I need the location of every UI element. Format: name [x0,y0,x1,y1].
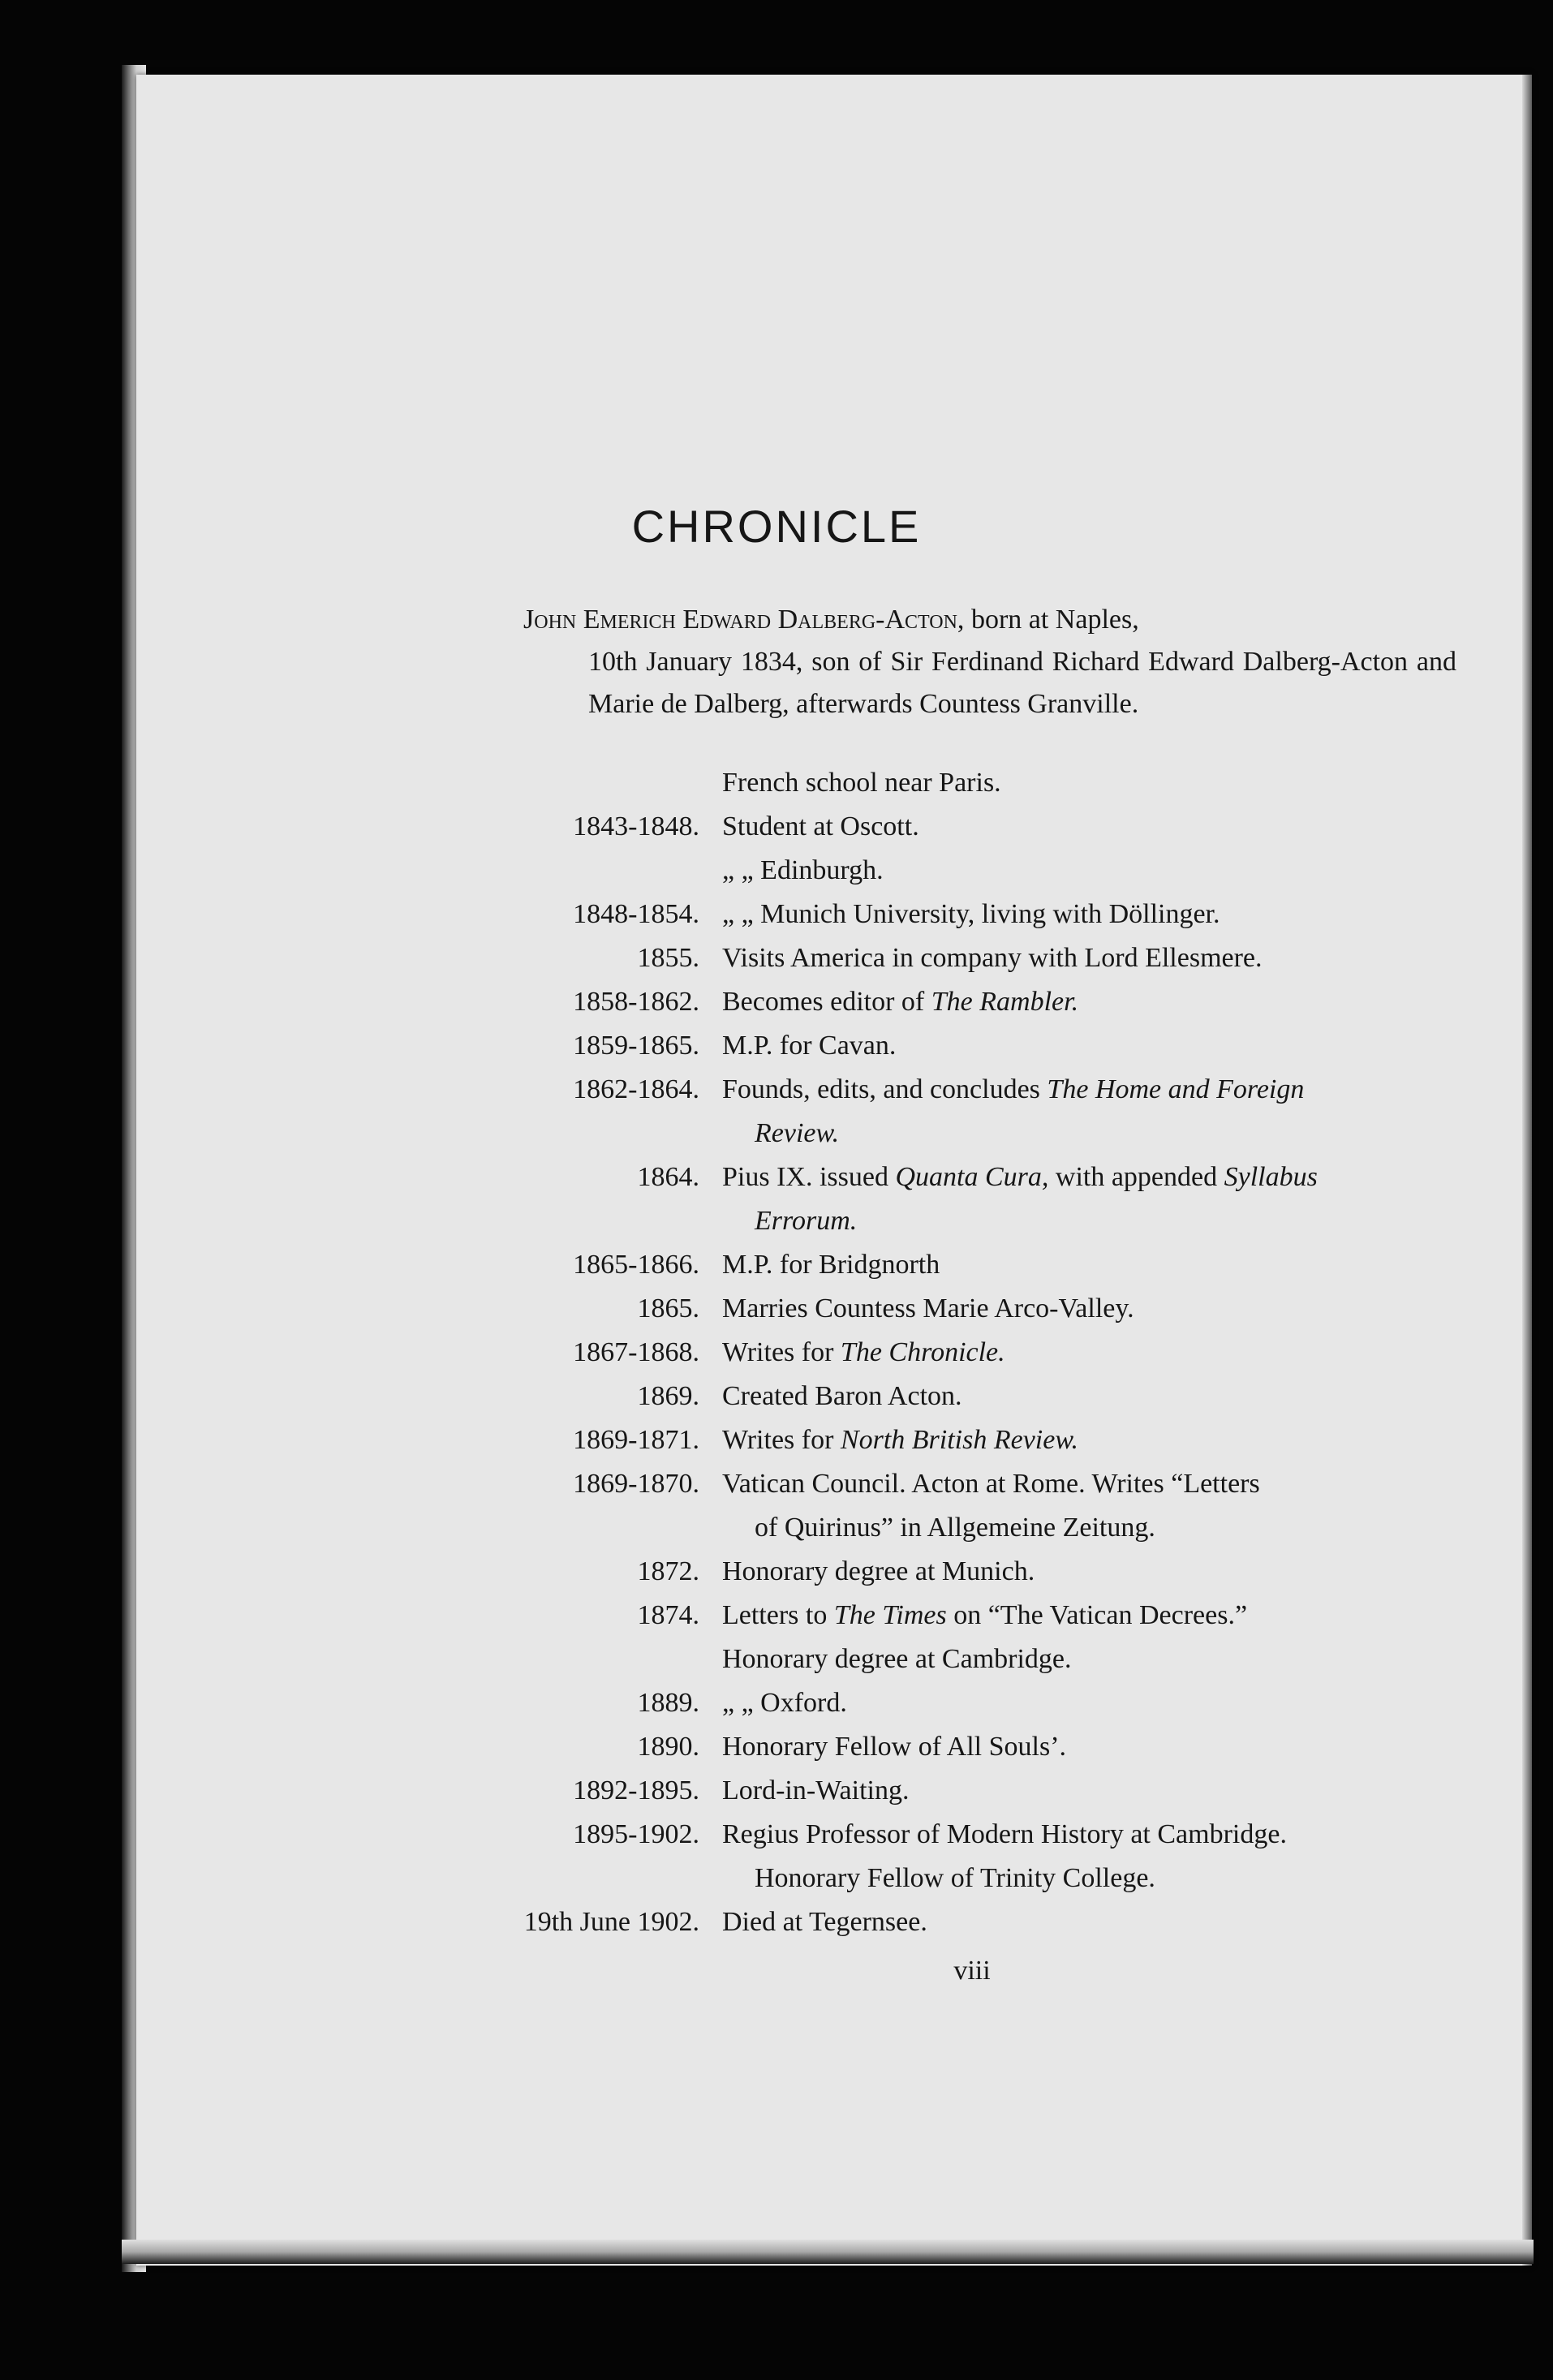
entry-date: 1858-1862. [573,987,699,1017]
entry-date: 1867-1868. [573,1337,699,1367]
entry-text [722,936,1452,980]
entry-it: The Home and Foreign [1047,1074,1305,1104]
chronicle-entry [519,980,1452,1024]
entry-text [722,849,1452,893]
chronicle-entry [519,1725,1452,1769]
page-title: CHRONICLE [631,501,922,552]
entry-text [722,1725,1452,1769]
entry-text [722,980,1452,1024]
entry-date: 1855. [637,943,699,973]
entry-date: 1862-1864. [573,1074,699,1104]
chronicle-entry [519,1594,1452,1638]
entry-text [722,1243,1452,1287]
chronicle-entry [519,1024,1452,1068]
subject-name: John Emerich Edward Dalberg-Acton, [523,605,965,635]
entry-date: 1874. [637,1600,699,1630]
entry-text [722,1681,1452,1725]
intro-lead: born at Naples, [970,605,1139,635]
entry-pre: „ „ Munich University, living with Döllinger. [722,899,1220,929]
entry-date: 1848-1854. [573,899,699,929]
entry-text [722,1375,1452,1418]
entry-it2: Syllabus [1224,1162,1318,1192]
entry-pre: Writes for [722,1425,841,1455]
entry-pre: Lord-in-Waiting. [722,1775,910,1805]
entry-pre: Becomes editor of [722,987,931,1017]
entry-text [722,1068,1452,1156]
entry-pre: Student at Oscott. [722,811,919,841]
entry-text [722,1024,1452,1068]
chronicle-entry [519,1769,1452,1813]
page-right-edge [1522,75,1532,2266]
entry-it: Quanta Cura, [895,1162,1049,1192]
entry-it: The Rambler. [931,987,1079,1017]
chronicle-entry [519,893,1452,936]
chronicle-entry [519,1550,1452,1594]
chronicle-entry [519,1287,1452,1331]
entry-continuation: Errorum. [755,1206,858,1236]
entry-pre: Honorary degree at Munich. [722,1556,1035,1586]
entry-date: 1889. [637,1688,699,1718]
entry-pre: Regius Professor of Modern History at Cambridge. [722,1819,1287,1849]
entry-continuation: Review. [755,1118,840,1148]
entry-continuation: Honorary Fellow of Trinity College. [755,1863,1155,1893]
entry-text [722,1331,1452,1375]
intro-first-line [523,599,1456,641]
entry-date: 1865-1866. [573,1250,699,1280]
entry-it: The Chronicle. [840,1337,1005,1367]
entry-text [722,1418,1452,1462]
entry-text [722,893,1452,936]
chronicle-entry [519,1243,1452,1287]
chronicle-entry [519,1638,1452,1681]
entry-continuation: of Quirinus” in Allgemeine Zeitung. [755,1513,1155,1543]
entry-post: with appended [1048,1162,1224,1192]
entry-text [722,1156,1452,1243]
entry-text [722,761,1452,805]
entry-pre: Pius IX. issued [722,1162,896,1192]
entry-pre: M.P. for Bridgnorth [722,1250,940,1280]
entry-pre: Honorary Fellow of All Souls’. [722,1732,1067,1762]
entry-date [519,1638,722,1681]
entry-it: North British Review. [840,1425,1078,1455]
entry-date: 1892-1895. [573,1775,699,1805]
entry-text [722,1900,1452,1944]
entry-pre: French school near Paris. [722,768,1001,798]
entry-date: 19th June 1902. [523,1907,699,1937]
chronicle-entry [519,1813,1452,1900]
entry-text [722,805,1452,849]
entry-date [519,761,722,805]
entry-date: 1865. [637,1293,699,1323]
entry-date: 1872. [637,1556,699,1586]
chronicle-entry [519,849,1452,893]
page-bottom-edge [122,2240,1534,2264]
chronicle-entry [519,761,1452,805]
entry-pre: M.P. for Cavan. [722,1031,897,1061]
intro-paragraph [523,599,1456,725]
intro-rest: 10th January 1834, son of Sir Ferdinand Richard Edward Dalberg-Acton and Marie de Dalberg, afterwards Countess Granville. [588,647,1456,719]
entry-pre: Letters to [722,1600,834,1630]
entry-date: 1859-1865. [573,1031,699,1061]
entry-pre: „ „ Oxford. [722,1688,847,1718]
entry-text [722,1462,1452,1550]
entry-pre: Marries Countess Marie Arco-Valley. [722,1293,1134,1323]
entry-date: 1869-1870. [573,1469,699,1499]
entry-text [722,1769,1452,1813]
page-number: viii [953,1956,991,1986]
entry-post: on “The Vatican Decrees.” [946,1600,1248,1630]
entry-text [722,1594,1452,1638]
chronicle-entry [519,1462,1452,1550]
chronicle-entry [519,1068,1452,1156]
entry-pre: Vatican Council. Acton at Rome. Writes “Letters [722,1469,1260,1499]
entry-text [722,1813,1452,1900]
entry-date: 1864. [637,1162,699,1192]
chronicle-entry [519,805,1452,849]
chronicle-entry [519,1331,1452,1375]
entry-text [722,1550,1452,1594]
entry-pre: „ „ Edinburgh. [722,855,884,885]
entry-text [722,1638,1452,1681]
entry-text [722,1287,1452,1331]
entry-pre: Founds, edits, and concludes [722,1074,1048,1104]
chronicle-entry [519,1900,1452,1944]
entry-it: The Times [833,1600,947,1630]
entry-pre: Visits America in company with Lord Ellesmere. [722,943,1263,973]
entry-date: 1843-1848. [573,811,699,841]
chronicle-entry [519,1418,1452,1462]
chronicle-entry [519,1681,1452,1725]
entry-pre: Writes for [722,1337,841,1367]
entry-date: 1890. [637,1732,699,1762]
chronicle-entry [519,936,1452,980]
entry-date: 1895-1902. [573,1819,699,1849]
entry-date: 1869-1871. [573,1425,699,1455]
entry-date: 1869. [637,1381,699,1411]
entry-date [519,849,722,893]
chronicle-entry [519,1156,1452,1243]
chronicle-list [519,761,1452,1944]
entry-pre: Died at Tegernsee. [722,1907,927,1937]
entry-pre: Created Baron Acton. [722,1381,962,1411]
chronicle-entry [519,1375,1452,1418]
entry-pre: Honorary degree at Cambridge. [722,1644,1072,1674]
